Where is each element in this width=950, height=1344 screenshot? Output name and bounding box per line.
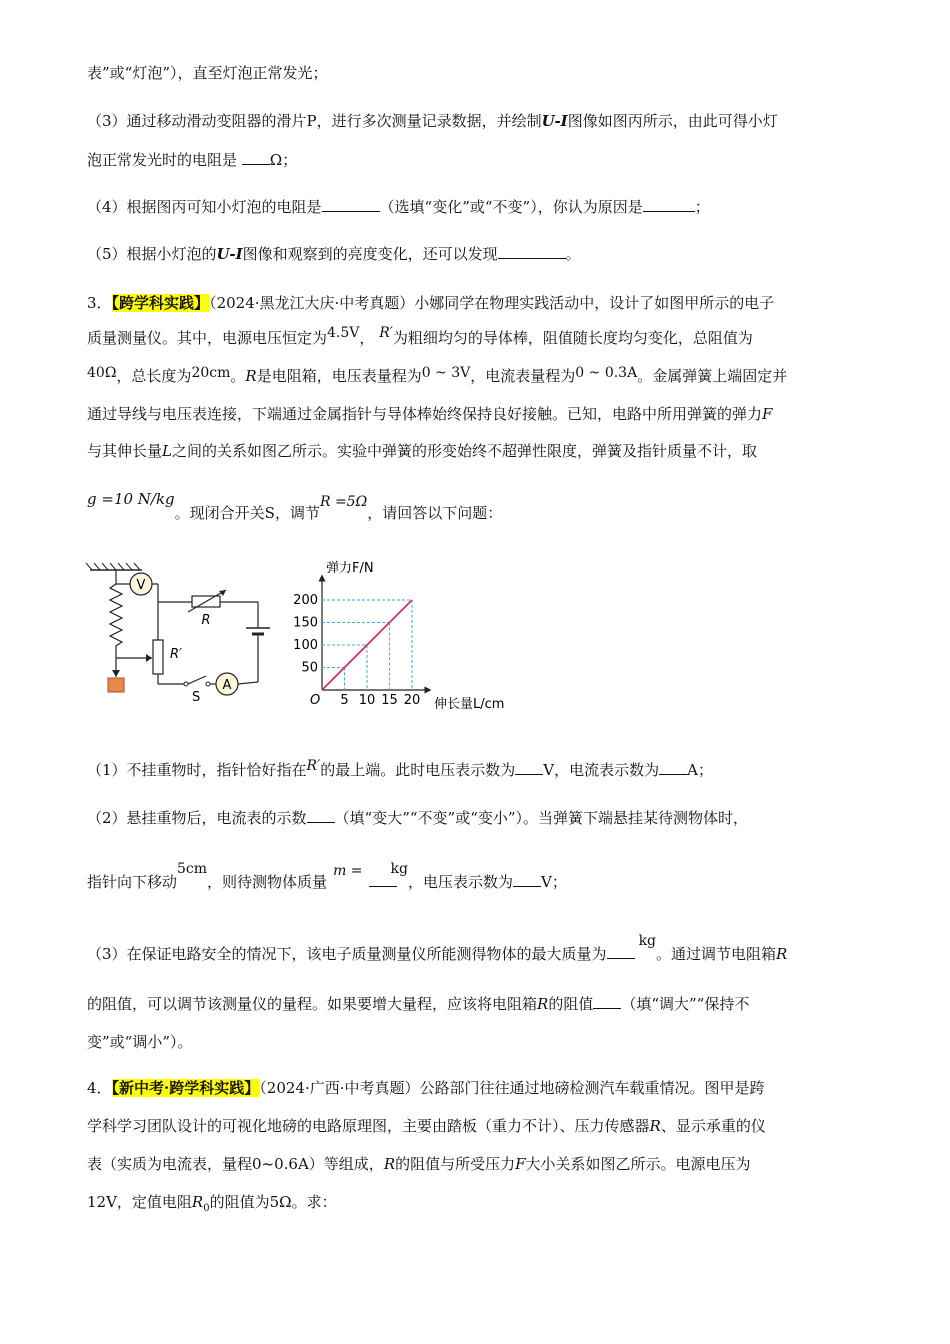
- answer-blank[interactable]: [498, 244, 566, 259]
- text-line: g =10 N/kg。现闭合开关S，调节R =5Ω，请回答以下问题：: [87, 490, 503, 522]
- text-line: 的阻值，可以调节该测量仪的量程。如果要增大量程，应该将电阻箱R的阻值 （填“调大”“保持不: [87, 995, 750, 1013]
- x-tick-label: 20: [403, 693, 421, 708]
- y-axis-label: 弹力F/N: [326, 561, 374, 576]
- answer-blank[interactable]: [607, 944, 635, 959]
- text-line: （2）悬挂重物后，电流表的示数 （填“变大”“不变”或“变小”）。当弹簧下端悬挂某待测物体时，: [87, 809, 749, 827]
- y-tick-label: 50: [301, 660, 318, 676]
- origin-label: O: [310, 693, 321, 708]
- x-tick-label: 15: [381, 693, 398, 708]
- text-line: 质量测量仪。其中，电源电压恒定为4.5V， R′为粗细均匀的导体棒，阻值随长度均匀变化，总阻值为: [87, 325, 753, 347]
- answer-blank[interactable]: [513, 872, 541, 887]
- text-line: （5）根据小灯泡的U-I图像和观察到的亮度变化，还可以发现 。: [87, 245, 581, 263]
- x-tick-label: 10: [358, 693, 376, 708]
- y-tick-label: 150: [293, 615, 318, 631]
- answer-blank[interactable]: [593, 994, 621, 1009]
- switch-label: S: [192, 690, 201, 705]
- x-axis-label: 伸长量L/cm: [434, 697, 505, 712]
- question-3-header: 3．【跨学科实践】（2024·黑龙江大庆·中考真题）小娜同学在物理实践活动中，设计了如图甲所示的电子: [87, 294, 775, 312]
- circuit-diagram: [86, 562, 276, 707]
- text-line: （1）不挂重物时，指针恰好指在R′的最上端。此时电压表示数为 V，电流表示数为 A；: [87, 758, 713, 779]
- text-line: 12V，定值电阻$R_0$的阻值为5Ω。求：: [87, 1193, 337, 1214]
- spring-force-graph: [293, 558, 530, 718]
- y-tick-label: 200: [293, 593, 318, 608]
- text-line: 与其伸长量L之间的关系如图乙所示。实验中弹簧的形变始终不超弹性限度，弹簧及指针质量不计，取: [87, 442, 757, 460]
- answer-blank[interactable]: [242, 150, 270, 165]
- text-line: （3）通过移动滑动变阻器的滑片P，进行多次测量记录数据，并绘制U-I图像如图丙所示，由此可得小灯: [87, 112, 778, 130]
- text-line: 泡正常发光时的电阻是 Ω；: [87, 151, 298, 169]
- question-tag: 【新中考·跨学科实践】: [111, 1079, 260, 1097]
- answer-blank[interactable]: [643, 197, 695, 212]
- answer-blank[interactable]: [659, 760, 687, 775]
- text-line: 指针向下移动5cm，则待测物体质量m = kg，电压表示数为 V；: [87, 861, 567, 891]
- text-line: （4）根据图丙可知小灯泡的电阻是 （选填“变化”或“不变”），你认为原因是 ；: [87, 198, 710, 216]
- conductor-rod-label: R′: [170, 647, 182, 662]
- text-line: 通过导线与电压表连接，下端通过金属指针与导体棒始终保持良好接触。已知，电路中所用弹簧的弹力F: [87, 405, 773, 423]
- text-line: 表（实质为电流表，量程0~0.6A）等组成，R的阻值与所受压力F大小关系如图乙所示。电源电压为: [87, 1155, 751, 1173]
- answer-blank[interactable]: [307, 808, 335, 823]
- answer-blank[interactable]: [515, 760, 543, 775]
- text-line: 表”或“灯泡”），直至灯泡正常发光；: [87, 64, 328, 82]
- resistor-box-label: R: [201, 613, 211, 628]
- text-line: 变”或“调小”）。: [87, 1033, 193, 1051]
- question-4-header: 4．【新中考·跨学科实践】（2024·广西·中考真题）公路部门往往通过地磅检测汽车载重情况。图甲是跨: [87, 1079, 765, 1097]
- text-line: 40Ω，总长度为20cm。R是电阻箱，电压表量程为0 ~ 3V，电流表量程为0 ~ 0.3A。金属弹簧上端固定并: [87, 365, 788, 385]
- question-tag: 【跨学科实践】: [111, 294, 210, 312]
- text-line: （3）在保证电路安全的情况下，该电子质量测量仪所能测得物体的最大质量为kg。通过调节电阻箱R: [87, 933, 788, 963]
- answer-blank[interactable]: [322, 197, 380, 212]
- y-tick-label: 100: [293, 638, 318, 653]
- x-tick-label: 5: [340, 693, 349, 708]
- text-line: 学科学习团队设计的可视化地磅的电路原理图，主要由踏板（重力不计）、压力传感器R、显示承重的仪: [87, 1117, 766, 1135]
- voltmeter-label: V: [136, 578, 146, 593]
- ammeter-label: A: [222, 678, 232, 693]
